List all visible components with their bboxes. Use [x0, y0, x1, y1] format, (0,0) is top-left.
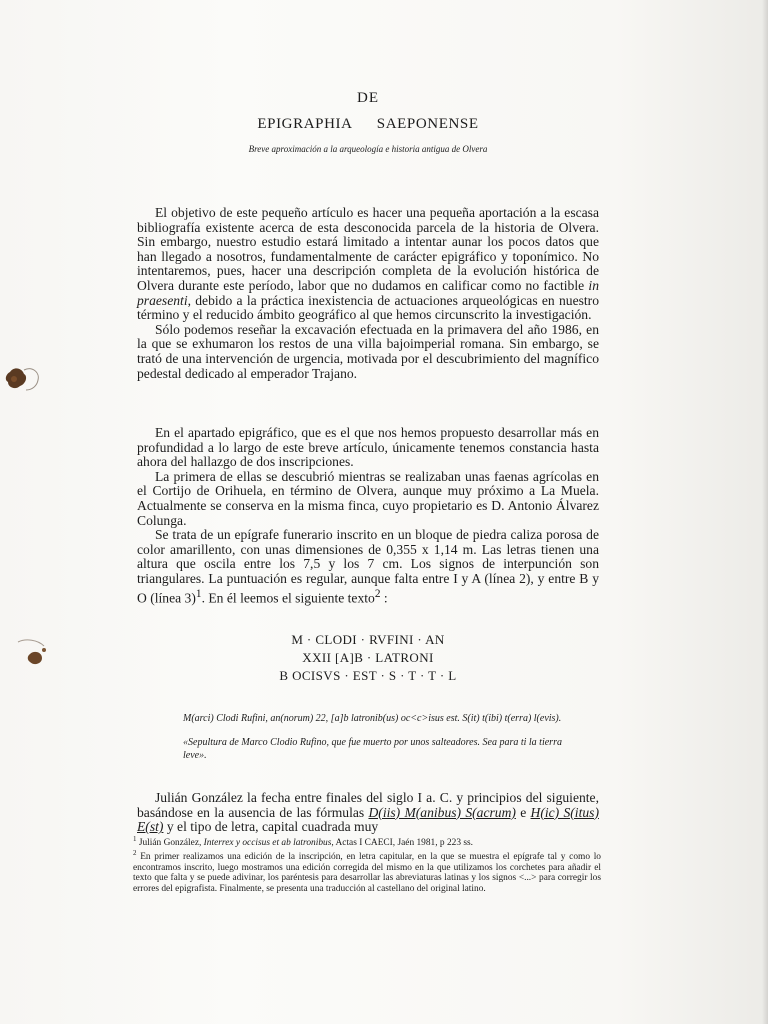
intro-p1-italic: in praesenti — [137, 277, 599, 308]
inscription-line-3: B OCISVS · EST · S · T · T · L — [279, 668, 457, 683]
julian-section — [137, 791, 599, 835]
intro-paragraph-1 — [137, 206, 599, 323]
edition-latin: M(arci) Clodi Rufini, an(norum) 22, [a]b latronib(us) oc<c>isus est. S(it) t(ibi) t(erra) l(evis). — [183, 713, 562, 724]
intro-p1-text-a: El objetivo de este pequeño artículo es hacer una pequeña aportación a la escasa bibliografía existente acerca de esta desconocida parcela de la historia de Olvera. Sin embargo, nuestro estudio estará limitado a intentar aunar los pocos datos que han llegado a nosotros, fundamentalmente de carácter epigráfico y toponímico. No intentaremos, pues, hacer una descripción completa de la evolución histórica de Olvera durante este período, labor que no dudamos en calificar como no factible — [137, 205, 599, 293]
julian-text-mid: e — [515, 804, 531, 820]
heading-de: DE — [357, 90, 379, 106]
epigraphic-paragraph-1: En el apartado epigráfico, que es el que nos hemos propuesto desarrollar más en profundidad a lo largo de este breve artículo, únicamente tenemos constancia hasta ahora del hallazgo de dos inscripciones. — [137, 425, 599, 470]
julian-formula-dm: D(iis) M(anibus) S(acrum) — [368, 804, 516, 820]
epigraphic-p3-text-c: : — [380, 590, 388, 606]
inscription-line-2: XXII [A]B · LATRONI — [302, 650, 434, 665]
footnote-2-mark: 2 — [133, 849, 137, 857]
epigraphic-p3-text-a: Se trata de un epígrafe funerario inscrito en un bloque de piedra caliza porosa de color amarillento, con unas dimensiones de 0,355 x 1,14 m. Las letras tienen una altura que oscila entre los 7,5 y los 7 cm. Los signos de interpunción son triangulares. La puntuación es regular, aunque falta entre I y A (línea 2), y entre B y O (línea 3) — [137, 527, 599, 606]
edition-translation: «Sepultura de Marco Clodio Rufino, que fue muerto por unos salteadores. Sea para ti la tierra leve». — [183, 737, 562, 761]
epigraphic-paragraph-2: La primera de ellas se descubrió mientras se realizaban unas faenas agrícolas en el Cortijo de Orihuela, en término de Olvera, aunque muy próximo a La Muela. Actualmente se conserva en la misma finca, cuyo propietario es D. Antonio Álvarez Colunga. — [137, 468, 599, 528]
footnote-1-mark: 1 — [133, 835, 137, 843]
footnote-1-italic: Interrex y occisus et ab latronibus — [203, 838, 332, 849]
page-edge-shadow — [762, 0, 768, 1024]
julian-formula-hse: H(ic) S(itus) E(st) — [137, 804, 599, 835]
footnote-ref-1: 1 — [195, 587, 202, 600]
julian-text-a: Julián González la fecha entre finales del siglo I a. C. y principios del siguiente, basándose en la ausencia de las fórmulas — [137, 790, 599, 820]
intro-paragraph-2: Sólo podemos reseñar la excavación efectuada en la primavera del año 1986, en la que se exhumaron los restos de una villa bajoimperial romana. Sin embargo, se trató de una intervención de urgencia, motivada por el descubrimiento del magnífico pedestal dedicado al emperador Trajano. — [137, 321, 599, 381]
footnote-1-text-b: , Actas I CAECI, Jaén 1981, p 223 ss. — [331, 838, 473, 849]
epigraphic-p3-text-b: . En él leemos el siguiente texto — [201, 590, 375, 606]
document-title: EPIGRAPHIA SAEPONENSE — [257, 116, 479, 132]
document-subtitle: Breve aproximación a la arqueología e historia antigua de Olvera — [248, 144, 488, 154]
epigraphic-section — [137, 426, 599, 606]
stain-mark-upper — [2, 362, 42, 396]
footnote-2 — [133, 848, 601, 895]
footnote-1-text-a: Julián González, — [136, 838, 204, 849]
julian-paragraph — [137, 791, 599, 835]
stain-mark-lower — [14, 636, 50, 670]
footnote-ref-2: 2 — [374, 587, 381, 600]
inscription-line-1: M · CLODI · RVFINI · AN — [291, 632, 445, 647]
intro-section — [137, 206, 599, 381]
inscription-block — [137, 631, 599, 685]
intro-p1-text-b: , debido a la práctica inexistencia de actuaciones arqueológicas en nuestro término y el reducido ámbito geográfico al que hemos circunscrito la investigación. — [137, 292, 599, 323]
julian-text-b: y el tipo de letra, capital cuadrada muy — [163, 819, 379, 835]
epigraphic-paragraph-3 — [137, 528, 599, 606]
footnote-1 — [133, 834, 601, 849]
footnote-2-text: En primer realizamos una edición de la inscripción, en letra capitular, en la que se muestra el epígrafe tal y como lo encontramos inscrito, luego mostramos una edición corregida del mismo en la que utilizamos los corchetes para añadir el texto que falta y se puede adivinar, los paréntesis para desarrollar las abreviaturas latinas y los signos <...> para corregir los errores del epigrafista. Finalmente, se presenta una traducción al castellano del original latino. — [133, 852, 601, 894]
